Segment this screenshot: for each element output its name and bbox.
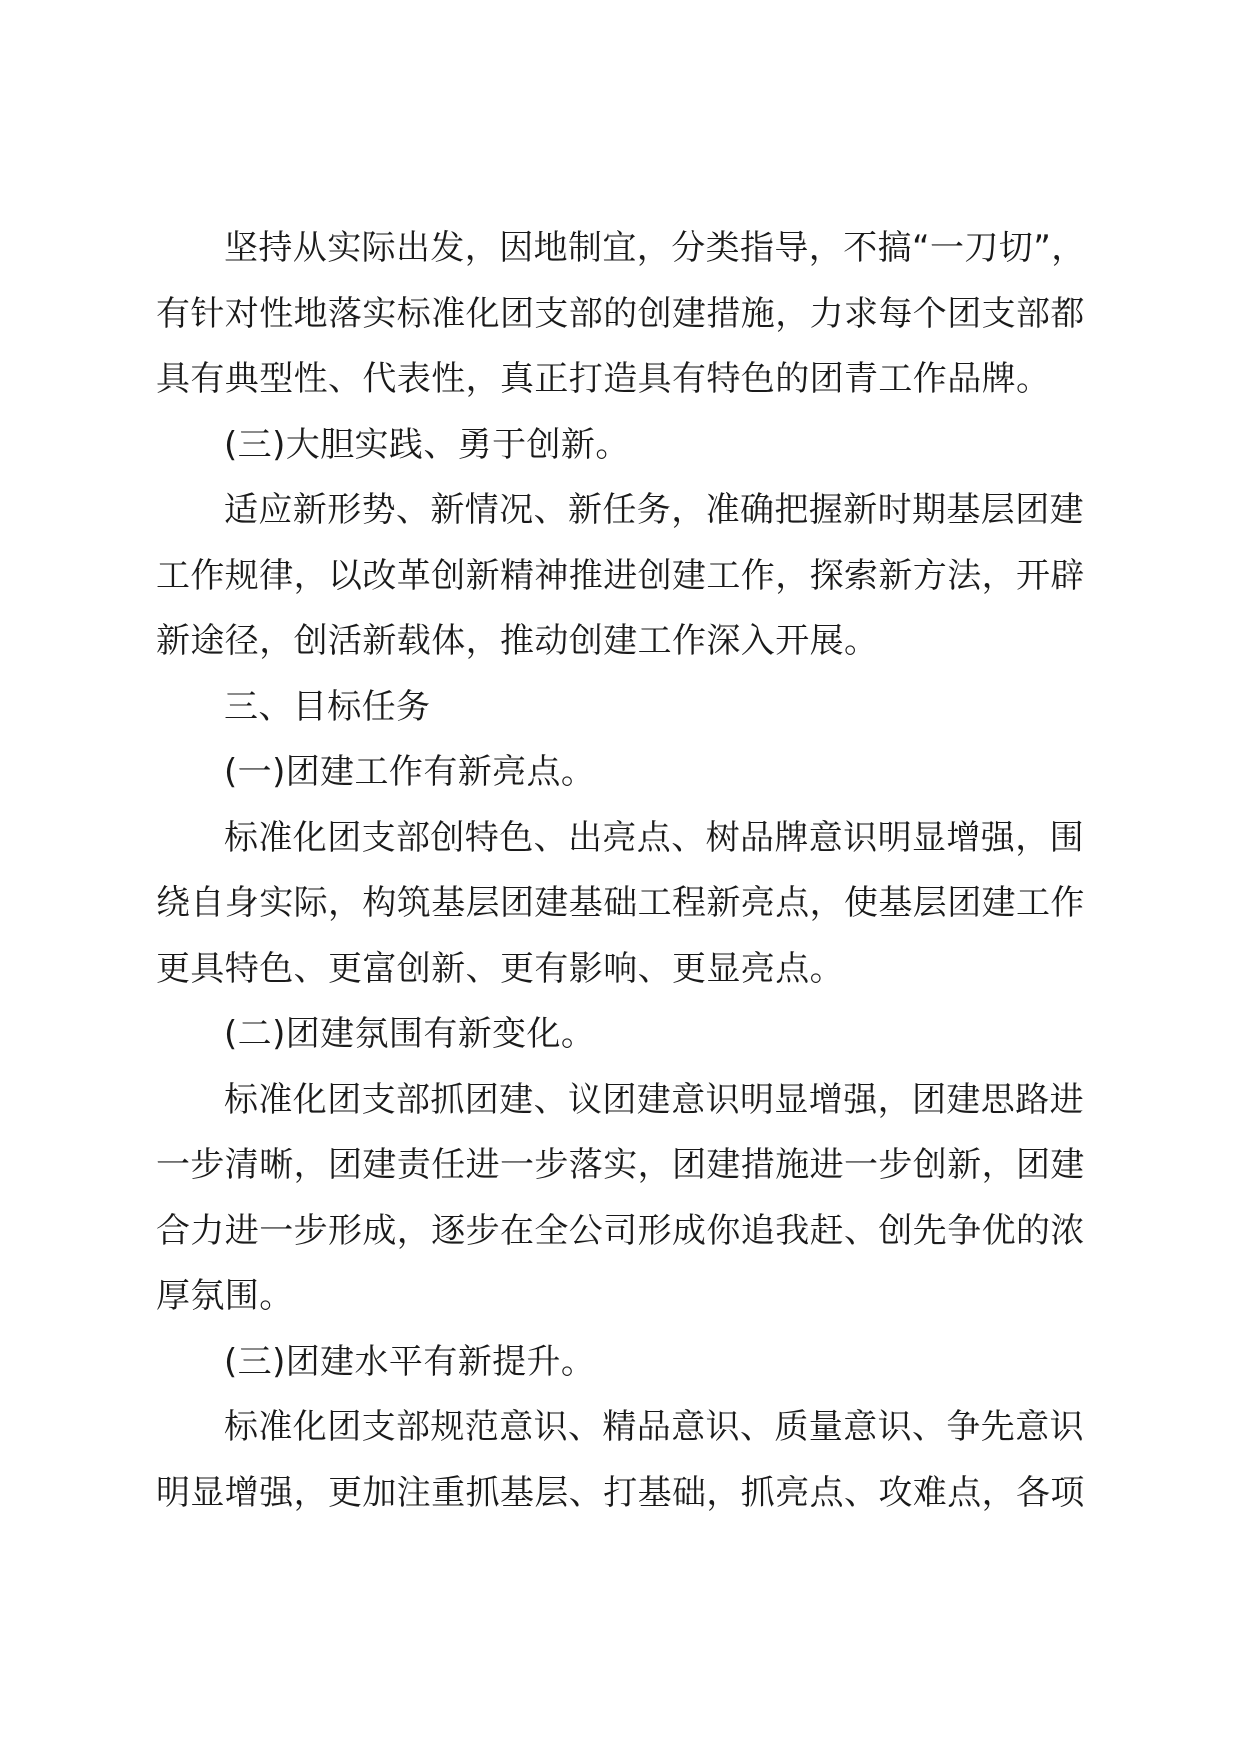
text-line: 更具特色、更富创新、更有影响、更显亮点。 [156,948,844,989]
document-body [156,216,1086,1526]
text-line: 标准化团支部创特色、出亮点、树品牌意识明显增强，围 [224,817,1084,858]
section-subheading: (一)团建工作有新亮点。 [224,752,596,792]
text-line: 具有典型性、代表性，真正打造具有特色的团青工作品牌。 [156,359,1051,399]
section-subheading: (三)大胆实践、勇于创新。 [224,424,630,465]
text-line: 标准化团支部抓团建、议团建意识明显增强，团建思路进 [224,1079,1084,1120]
text-line: 工作规律，以改革创新精神推进创建工作，探索新方法，开辟 [156,555,1085,596]
text-line: 一步清晰，团建责任进一步落实，团建措施进一步创新，团建 [156,1145,1085,1185]
text-line: 厚氛围。 [156,1276,294,1316]
text-line: 坚持从实际出发，因地制宜，分类指导，不搞“一刀切”， [224,228,1086,268]
section-subheading: (三)团建水平有新提升。 [224,1341,596,1382]
text-line: 标准化团支部规范意识、精品意识、质量意识、争先意识 [224,1407,1084,1447]
text-line: 适应新形势、新情况、新任务，准确把握新时期基层团建 [224,490,1084,530]
text-line: 新途径，创活新载体，推动创建工作深入开展。 [156,621,879,661]
text-line: 绕自身实际，构筑基层团建基础工程新亮点，使基层团建工作 [156,883,1085,923]
text-line: 明显增强，更加注重抓基层、打基础，抓亮点、攻难点，各项 [156,1472,1085,1513]
text-line: 合力进一步形成，逐步在全公司形成你追我赶、创先争优的浓 [156,1210,1085,1251]
text-line: 有针对性地落实标准化团支部的创建措施，力求每个团支部都 [156,293,1085,334]
section-heading: 三、目标任务 [224,686,431,727]
section-subheading: (二)团建氛围有新变化。 [224,1014,596,1054]
